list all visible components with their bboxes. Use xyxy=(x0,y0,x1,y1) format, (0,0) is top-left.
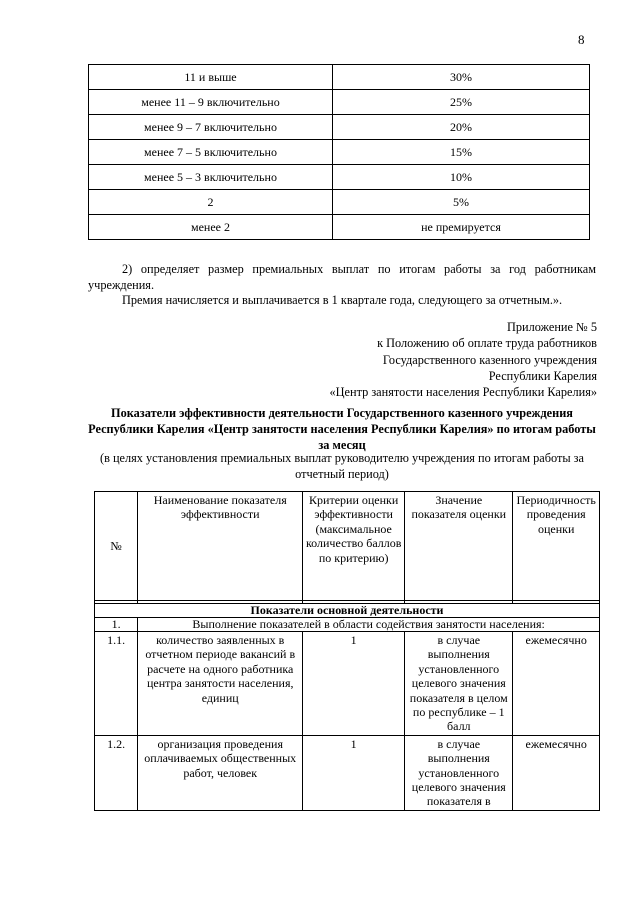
header-periodicity: Периодичность проведения оценки xyxy=(513,492,600,601)
header-criteria: Критерии оценки эффективности (максимальное количество баллов по критерию) xyxy=(303,492,405,601)
scale-range-cell: менее 9 – 7 включительно xyxy=(89,115,333,140)
indicators-table xyxy=(94,491,600,811)
scale-range-cell: менее 7 – 5 включительно xyxy=(89,140,333,165)
table-row xyxy=(89,65,590,90)
document-subtitle: (в целях установления премиальных выплат руководителю учреждения по итогам работы за отчетный период) xyxy=(99,451,584,481)
group-title: Выполнение показателей в области содействия занятости населения: xyxy=(138,618,600,632)
table-row xyxy=(89,90,590,115)
indicator-period-cell: ежемесячно xyxy=(513,735,600,810)
table-row xyxy=(89,165,590,190)
table-row xyxy=(89,140,590,165)
group-number: 1. xyxy=(95,618,138,632)
header-number: № xyxy=(95,492,138,601)
indicator-value-cell: в случае выполнения установленного целевого значения показателя в целом по республике – 1 балл xyxy=(405,632,513,736)
appendix-line: «Центр занятости населения Республики Карелия» xyxy=(329,385,597,400)
scale-range-cell: менее 5 – 3 включительно xyxy=(89,165,333,190)
scale-percent-cell: 30% xyxy=(333,65,590,90)
table-row xyxy=(95,632,600,736)
scale-percent-cell: 15% xyxy=(333,140,590,165)
table-row xyxy=(89,215,590,240)
indicator-name-cell: организация проведения оплачиваемых общественных работ, человек xyxy=(138,735,303,810)
group-row xyxy=(95,618,600,632)
table-row xyxy=(89,115,590,140)
section-title: Показатели основной деятельности xyxy=(95,604,600,618)
page-number: 8 xyxy=(578,32,585,47)
scale-percent-cell: не премируется xyxy=(333,215,590,240)
scale-range-cell: 11 и выше xyxy=(89,65,333,90)
document-title: Показатели эффективности деятельности Государственного казенного учреждения Республики Карелия «Центр занятости населения Республики Карелия» по итогам работы за месяц xyxy=(88,406,596,452)
appendix-line: Государственного казенного учреждения xyxy=(382,352,597,367)
scale-range-cell: 2 xyxy=(89,190,333,215)
indicator-number-cell: 1.2. xyxy=(95,735,138,810)
paragraph-premium-timing: Премия начисляется и выплачивается в 1 квартале года, следующего за отчетным.». xyxy=(122,293,563,307)
indicator-criteria-cell: 1 xyxy=(303,632,405,736)
header-value: Значение показателя оценки xyxy=(405,492,513,601)
header-indicator-name: Наименование показателя эффективности xyxy=(138,492,303,601)
indicator-period-cell: ежемесячно xyxy=(513,632,600,736)
scale-percent-cell: 5% xyxy=(333,190,590,215)
scale-percent-cell: 20% xyxy=(333,115,590,140)
appendix-line: Республики Карелия xyxy=(488,368,597,383)
premium-scale-table xyxy=(88,64,590,240)
appendix-line: к Положению об оплате труда работников xyxy=(377,336,597,351)
table-row xyxy=(89,190,590,215)
indicator-name-cell: количество заявленных в отчетном периоде вакансий в расчете на одного работника центра занятости населения, единиц xyxy=(138,632,303,736)
indicator-criteria-cell: 1 xyxy=(303,735,405,810)
paragraph-annual-premium: 2) определяет размер премиальных выплат по итогам работы за год работникам учреждения. xyxy=(88,262,596,292)
appendix-header xyxy=(300,319,597,400)
indicator-number-cell: 1.1. xyxy=(95,632,138,736)
scale-range-cell: менее 2 xyxy=(89,215,333,240)
indicator-value-cell: в случае выполнения установленного целевого значения показателя в xyxy=(405,735,513,810)
table-row xyxy=(95,735,600,810)
table-header-row xyxy=(95,492,600,601)
scale-percent-cell: 10% xyxy=(333,165,590,190)
section-row xyxy=(95,604,600,618)
appendix-line: Приложение № 5 xyxy=(506,320,597,334)
scale-percent-cell: 25% xyxy=(333,90,590,115)
scale-range-cell: менее 11 – 9 включительно xyxy=(89,90,333,115)
